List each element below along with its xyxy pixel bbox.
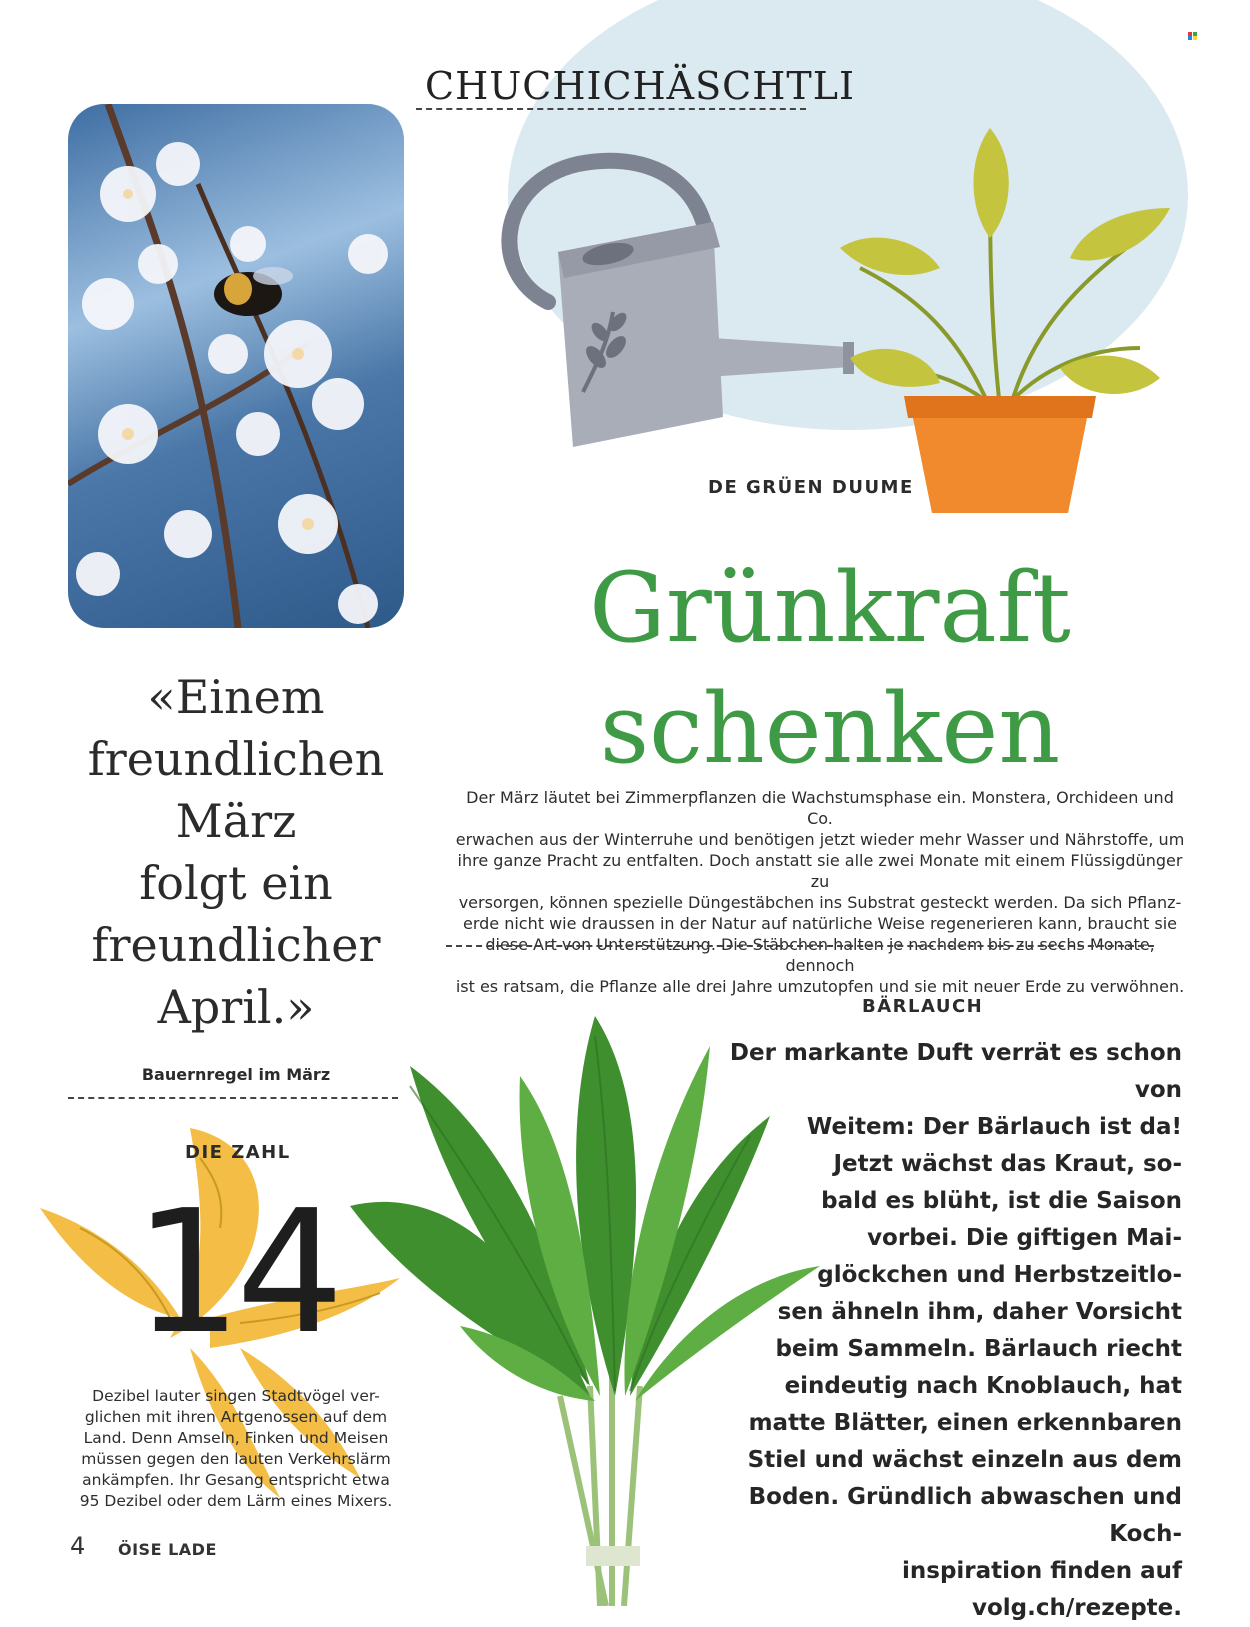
- quote-line: freundlichen: [87, 732, 385, 786]
- baerlauch-line: glöckchen und Herbstzeitlo-: [817, 1262, 1182, 1288]
- blossom-photo-with-bee-icon: [68, 104, 404, 628]
- number-text-line: Land. Denn Amseln, Finken und Meisen: [83, 1429, 389, 1447]
- number-text-line: Dezibel lauter singen Stadtvögel ver-: [92, 1387, 380, 1405]
- baerlauch-line: Jetzt wächst das Kraut, so-: [833, 1151, 1182, 1177]
- headline-line-2: schenken: [599, 672, 1061, 785]
- potted-plant-icon: [840, 118, 1180, 518]
- baerlauch-line: Boden. Gründlich abwaschen und Koch-: [748, 1484, 1182, 1547]
- number-text-line: ankämpfen. Ihr Gesang entspricht etwa: [82, 1471, 390, 1489]
- baerlauch-line: sen ähneln ihm, daher Vorsicht: [777, 1299, 1182, 1325]
- intro-line: diese Art von Unterstützung. Die Stäbchen halten je nachdem bis zu sechs Monate, dennoch: [485, 935, 1155, 975]
- baerlauch-line: vorbei. Die giftigen Mai-: [867, 1225, 1182, 1251]
- number-text-line: 95 Dezibel oder dem Lärm eines Mixers.: [79, 1492, 393, 1510]
- baerlauch-text: [690, 1035, 1182, 1627]
- page-number: 4: [70, 1532, 86, 1560]
- number-kicker: DIE ZAHL: [185, 1142, 291, 1163]
- article-headline: [520, 548, 1140, 790]
- watering-can-icon: [488, 152, 868, 452]
- quote-line: «Einem: [147, 670, 325, 724]
- baerlauch-line: bald es blüht, ist die Saison: [821, 1188, 1182, 1214]
- intro-line: versorgen, können spezielle Düngestäbchen ins Substrat gesteckt werden. Da sich Pflanz-: [458, 893, 1182, 912]
- baerlauch-kicker: BÄRLAUCH: [862, 996, 984, 1017]
- baerlauch-line: beim Sammeln. Bärlauch riecht: [775, 1336, 1182, 1362]
- quote: [68, 666, 404, 1038]
- corner-mark: [1188, 32, 1197, 40]
- big-number: 14: [133, 1174, 339, 1372]
- number-text-line: glichen mit ihren Artgenossen auf dem: [84, 1408, 388, 1426]
- quote-line: April.»: [157, 980, 315, 1034]
- quote-line: folgt ein: [139, 856, 333, 910]
- baerlauch-line: Stiel und wächst einzeln aus dem: [747, 1447, 1182, 1473]
- blossom-photo: [68, 104, 404, 628]
- baerlauch-line: eindeutig nach Knoblauch, hat: [784, 1373, 1182, 1399]
- article-intro: [455, 787, 1185, 997]
- section-title: CHUCHICHÄSCHTLI: [425, 64, 855, 108]
- intro-line: erwachen aus der Winterruhe und benötigen jetzt wieder mehr Wasser und Nährstoffe, um: [455, 830, 1185, 849]
- headline-line-1: Grünkraft: [589, 552, 1071, 664]
- intro-line: Der März läutet bei Zimmerpflanzen die Wachstumsphase ein. Monstera, Orchideen und Co.: [466, 788, 1174, 828]
- quote-source: Bauernregel im März: [141, 1065, 331, 1084]
- intro-line: ist es ratsam, die Pflanze alle drei Jahre umzutopfen und sie mit neuer Erde zu verwöhnen.: [455, 977, 1185, 996]
- intro-line: erde nicht wie draussen in der Natur auf natürliche Weise regenerieren kann, braucht sie: [462, 914, 1178, 933]
- baerlauch-line: Weitem: Der Bärlauch ist da!: [806, 1114, 1182, 1140]
- number-text-line: müssen gegen den lauten Verkehrslärm: [81, 1450, 391, 1468]
- article-divider: [446, 945, 1154, 947]
- baerlauch-line: inspiration finden auf volg.ch/rezepte.: [902, 1558, 1182, 1621]
- quote-line: freundlicher: [91, 918, 381, 972]
- article-kicker: DE GRÜEN DUUME: [708, 477, 914, 498]
- quote-divider: [68, 1097, 398, 1099]
- section-title-divider: [416, 108, 806, 110]
- baerlauch-line: Der markante Duft verrät es schon von: [729, 1040, 1182, 1103]
- magazine-name: ÖISE LADE: [118, 1540, 217, 1559]
- quote-line: März: [175, 794, 297, 848]
- intro-line: ihre ganze Pracht zu entfalten. Doch anstatt sie alle zwei Monate mit einem Flüssigdünger zu: [457, 851, 1183, 891]
- baerlauch-line: matte Blätter, einen erkennbaren: [748, 1410, 1182, 1436]
